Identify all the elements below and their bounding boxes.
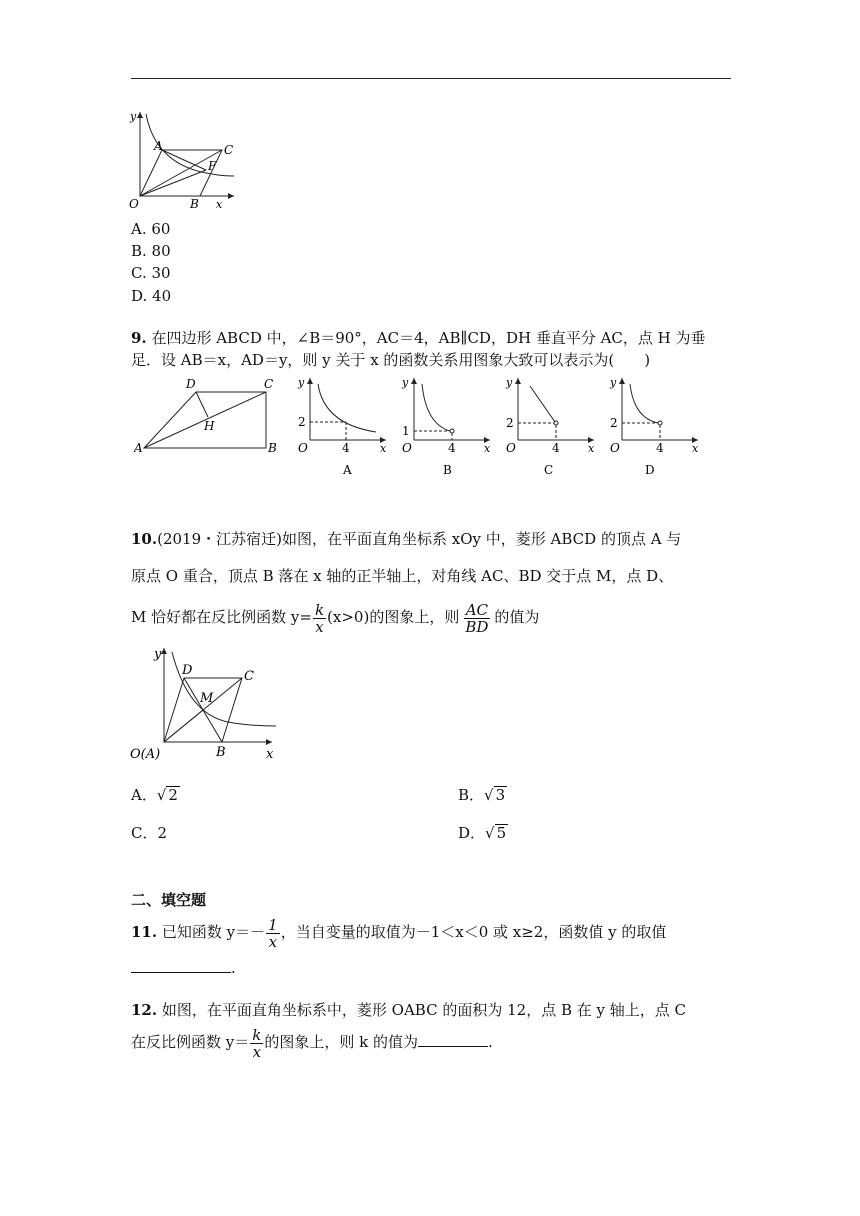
q9-graph-c-o: O	[506, 441, 516, 455]
q12-fraction: $\frac{k}{x}$	[252, 1025, 262, 1061]
q8-option-c: C. 30	[131, 264, 171, 282]
q9-graph-a-xmark: 4	[342, 441, 350, 455]
q9-b-label: B	[268, 441, 277, 455]
q10-option-a: A．√ 2	[131, 786, 178, 804]
q12-line2: 在反比例函数 y＝ $\frac{k}{x}$ 的图象上，则 k 的值为 .	[131, 1025, 493, 1061]
q8-a-label: A	[154, 139, 163, 153]
q9-text	[131, 327, 731, 371]
q10-line1	[131, 529, 731, 549]
q10-line3-c: 的值为	[494, 608, 540, 626]
q10-m-label: M	[200, 691, 214, 706]
q10-fraction-ac-over-bd: $\frac{AC}{BD}$	[465, 600, 489, 636]
q8-c-label: C	[224, 143, 234, 157]
q9-c-label: C	[264, 377, 274, 391]
q8-option-a: A. 60	[131, 220, 171, 238]
q9-number: 9.	[131, 329, 147, 347]
q9-graph-d-x: x	[692, 442, 699, 455]
q10-o-label: O(A)	[130, 747, 161, 762]
q10-x-label: x	[266, 747, 274, 762]
q11-blank[interactable]	[131, 956, 231, 973]
q12-b: 的图象上，则 k 的值为	[264, 1033, 418, 1051]
q9-graph-d	[602, 374, 702, 480]
q10-option-b: B．√ 3	[458, 786, 506, 804]
q10-line1-text: 如图，在平面直角坐标系 xOy 中，菱形 ABCD 的顶点 A 与	[282, 530, 682, 548]
q12-number: 12.	[131, 1001, 158, 1019]
q10-number: 10.	[131, 530, 158, 548]
q9-graph-a-y: y	[298, 376, 305, 389]
q11-b: ，当自变量的取值为－1＜x＜0 或 x≥2，函数值 y 的取值	[280, 923, 667, 941]
q8-x-label: x	[216, 198, 223, 211]
q10-line2: 原点 O 重合，顶点 B 落在 x 轴的正半轴上，对角线 AC、BD 交于点 M，点 D、	[131, 567, 674, 585]
q9-d-label: D	[186, 377, 196, 391]
q10-option-d: D．√ 5	[458, 824, 507, 842]
q11-a: 已知函数 y＝－	[161, 923, 266, 941]
q10-d-label: D	[182, 663, 193, 678]
q8-y-label: y	[130, 110, 137, 123]
q9-graph-b-xmark: 4	[448, 441, 456, 455]
q9-a-label: A	[134, 441, 143, 455]
q10-source: (2019・江苏宿迁)	[157, 530, 282, 548]
q9-quadrilateral	[134, 374, 284, 458]
q9-graph-b-ymark: 1	[402, 424, 410, 438]
q9-graph-c-x: x	[588, 442, 595, 455]
q9-graph-b-caption: B	[443, 463, 452, 477]
q8-figure	[126, 108, 236, 212]
q9-graph-c-caption: C	[544, 463, 554, 477]
q11-answer-line: .	[131, 956, 236, 977]
q9-graph-b-o: O	[402, 441, 412, 455]
q9-body: 在四边形 ABCD 中，∠B＝90°，AC＝4，AB∥CD，DH 垂直平分 AC，点 H 为垂足．设 AB＝x，AD＝y，则 y 关于 x 的函数关系用图象大致可以表示为( )	[131, 329, 706, 369]
q9-graph-d-y: y	[610, 376, 617, 389]
q12-line1	[131, 999, 731, 1021]
q10-fraction-k-over-x: $\frac{k}{x}$	[314, 600, 325, 636]
q9-graph-d-xmark: 4	[656, 441, 664, 455]
section-heading: 二、填空题	[131, 891, 207, 909]
q12-line1-text: 如图，在平面直角坐标系中，菱形 OABC 的面积为 12，点 B 在 y 轴上，点 C	[161, 1001, 687, 1019]
q9-graph-c-y: y	[506, 376, 513, 389]
header-rule	[131, 78, 731, 79]
q10-c-label: C	[244, 669, 254, 684]
q8-b-label: B	[190, 197, 199, 211]
q10-line3-a: M 恰好都在反比例函数 y=	[131, 608, 312, 626]
q9-graph-d-ymark: 2	[610, 416, 618, 430]
q12-a: 在反比例函数 y＝	[131, 1033, 250, 1051]
q9-graph-a-x: x	[380, 442, 387, 455]
q8-option-d: D. 40	[131, 287, 172, 305]
q8-option-b: B. 80	[131, 242, 171, 260]
q10-line3-b: (x>0)的图象上，则	[327, 608, 460, 626]
q8-f-label: F	[208, 159, 217, 173]
q9-graph-a-o: O	[298, 441, 308, 455]
q10-y-label: y	[154, 647, 162, 662]
q8-o-label: O	[129, 197, 139, 211]
q9-graph-c	[498, 374, 598, 480]
q10-option-c: C．2	[131, 824, 168, 842]
q9-graph-d-caption: D	[645, 463, 655, 477]
q9-graph-c-xmark: 4	[552, 441, 560, 455]
q12-blank[interactable]	[418, 1030, 488, 1047]
q10-line3	[131, 597, 731, 637]
q9-graph-a-caption: A	[343, 463, 352, 477]
q9-graph-b	[394, 374, 494, 480]
q11-text	[131, 912, 731, 952]
q9-graph-b-x: x	[484, 442, 491, 455]
q9-h-label: H	[204, 419, 215, 433]
q11-fraction: $\frac{1}{x}$	[268, 915, 278, 951]
q11-number: 11.	[131, 923, 158, 941]
q9-graph-c-ymark: 2	[506, 416, 514, 430]
q10-figure	[128, 644, 278, 764]
q9-graph-a-ymark: 2	[298, 415, 306, 429]
q9-graph-d-o: O	[610, 441, 620, 455]
q9-graph-b-y: y	[402, 376, 409, 389]
q9-graph-a	[290, 374, 390, 480]
q10-b-label: B	[216, 745, 226, 760]
